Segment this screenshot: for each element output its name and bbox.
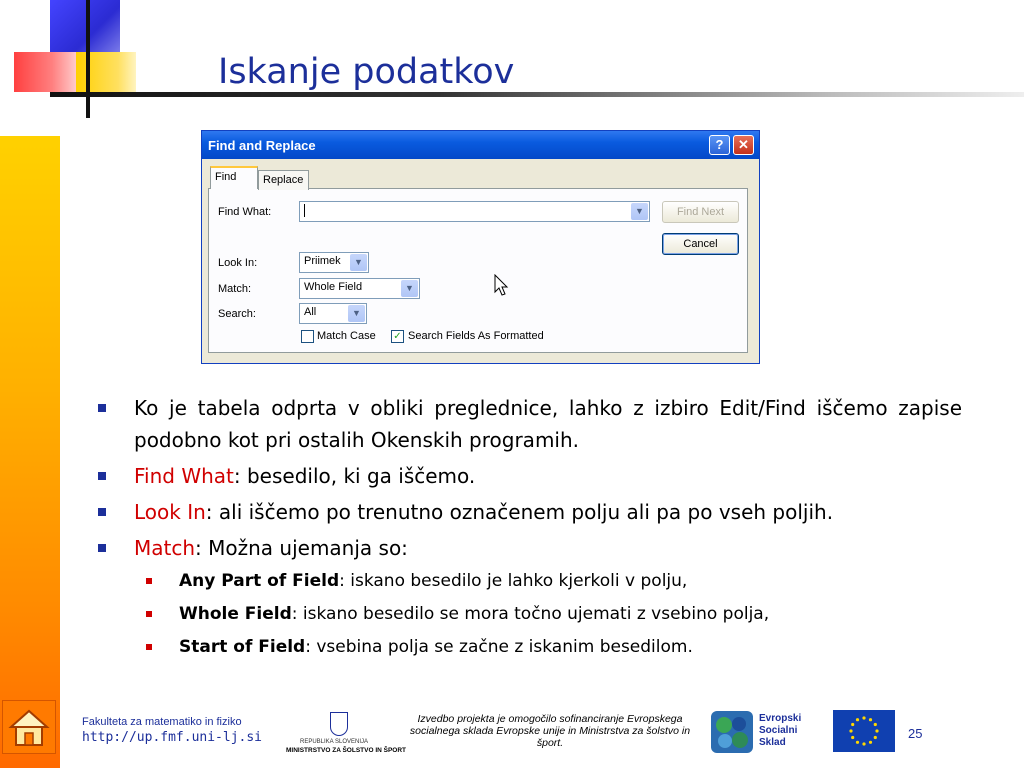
faculty-name: Fakulteta za matematiko in fiziko [82,716,242,728]
match-value: Whole Field [304,281,363,293]
tab-replace[interactable]: Replace [258,170,309,190]
find-what-combo[interactable] [299,201,650,222]
bullet-term: Find What [134,464,234,488]
match-case-label: Match Case [317,330,376,342]
bullet-text: : ali iščemo po trenutno označenem polju ali pa po vseh poljih. [205,500,834,524]
sub-list-item [98,634,962,660]
tab-find[interactable]: Find [210,166,258,189]
look-in-combo[interactable] [299,252,369,273]
chevron-down-icon[interactable]: ▼ [401,280,418,297]
bullet-text: : iskano besedilo se mora točno ujemati z vsebino polja, [291,604,770,624]
esf-line: Evropski [759,713,802,724]
help-button[interactable] [709,135,730,155]
bullet-term: Whole Field [179,604,292,624]
ministry-text: MINISTRSTVO ZA ŠOLSTVO IN ŠPORT [286,747,407,754]
close-button[interactable] [733,135,754,155]
sub-list-item [98,568,962,594]
match-combo[interactable] [299,278,420,299]
look-in-value: Priimek [304,255,341,267]
mouse-cursor-icon [494,274,510,298]
bullet-marker [98,544,106,552]
look-in-label: Look In: [218,257,258,269]
find-next-button[interactable]: Find Next [662,201,739,223]
decor-vertical-line [86,0,90,118]
home-icon [3,701,55,753]
list-item [98,532,962,564]
decor-horizontal-line [50,92,1024,97]
esf-line: Socialni [759,725,798,736]
list-item [98,392,962,456]
home-button[interactable] [2,700,56,754]
bullet-term: Look In [134,500,206,524]
text-caret [304,204,305,217]
bullet-marker [146,644,152,650]
close-icon: ✕ [738,137,749,152]
bullet-text: : vsebina polja se začne z iskanim besedilom. [305,637,693,657]
bullet-text: Ko je tabela odprta v obliki preglednice, lahko z izbiro Edit/Find iščemo zapise podobno kot pri ostalih Okenskih programih. [134,396,962,452]
esf-text [759,713,801,749]
find-what-label: Find What: [218,206,272,218]
bullet-marker [98,472,106,480]
esf-line: Sklad [759,737,786,748]
search-formatted-checkbox[interactable]: ✓ [391,330,404,343]
decor-red-square [14,52,78,92]
page-number: 25 [908,726,923,741]
bullet-text: : Možna ujemanja so: [195,536,408,560]
sub-list-item [98,601,962,627]
republic-text: REPUBLIKA SLOVENIJA [300,739,369,745]
dialog-title: Find and Replace [208,138,316,153]
bullet-list [98,392,962,667]
dialog-titlebar [202,131,759,159]
bullet-term: Any Part of Field [179,571,340,591]
search-combo[interactable] [299,303,367,324]
bullet-marker [98,404,106,412]
slovenia-crest-icon [330,712,348,736]
chevron-down-icon[interactable]: ▼ [348,305,365,322]
cancel-button[interactable]: Cancel [662,233,739,255]
search-value: All [304,306,317,318]
list-item [98,496,962,528]
list-item [98,460,962,492]
match-label: Match: [218,283,252,295]
decor-yellow-square [76,52,136,94]
search-label: Search: [218,308,256,320]
chevron-down-icon[interactable]: ▼ [631,203,648,220]
find-replace-dialog [201,130,760,364]
eu-flag-icon [833,710,895,752]
esf-logo-icon [711,711,753,753]
search-formatted-label: Search Fields As Formatted [408,330,544,342]
left-orange-bar [0,136,60,768]
bullet-text: : iskano besedilo je lahko kjerkoli v polju, [339,571,688,591]
bullet-marker [146,578,152,584]
slide-title: Iskanje podatkov [218,52,515,92]
bullet-marker [98,508,106,516]
chevron-down-icon[interactable]: ▼ [350,254,367,271]
bullet-term: Start of Field [179,637,306,657]
project-funding-text: Izvedbo projekta je omogočilo sofinanciranje Evropskega socialnega sklada Evropske unije in Ministrstva za šolstvo in šport. [409,713,691,749]
faculty-url-link[interactable]: http://up.fmf.uni-lj.si [82,730,263,745]
match-case-checkbox[interactable] [301,330,314,343]
bullet-marker [146,611,152,617]
bullet-term: Match [134,536,196,560]
bullet-text: : besedilo, ki ga iščemo. [233,464,476,488]
help-icon: ? [715,137,724,152]
